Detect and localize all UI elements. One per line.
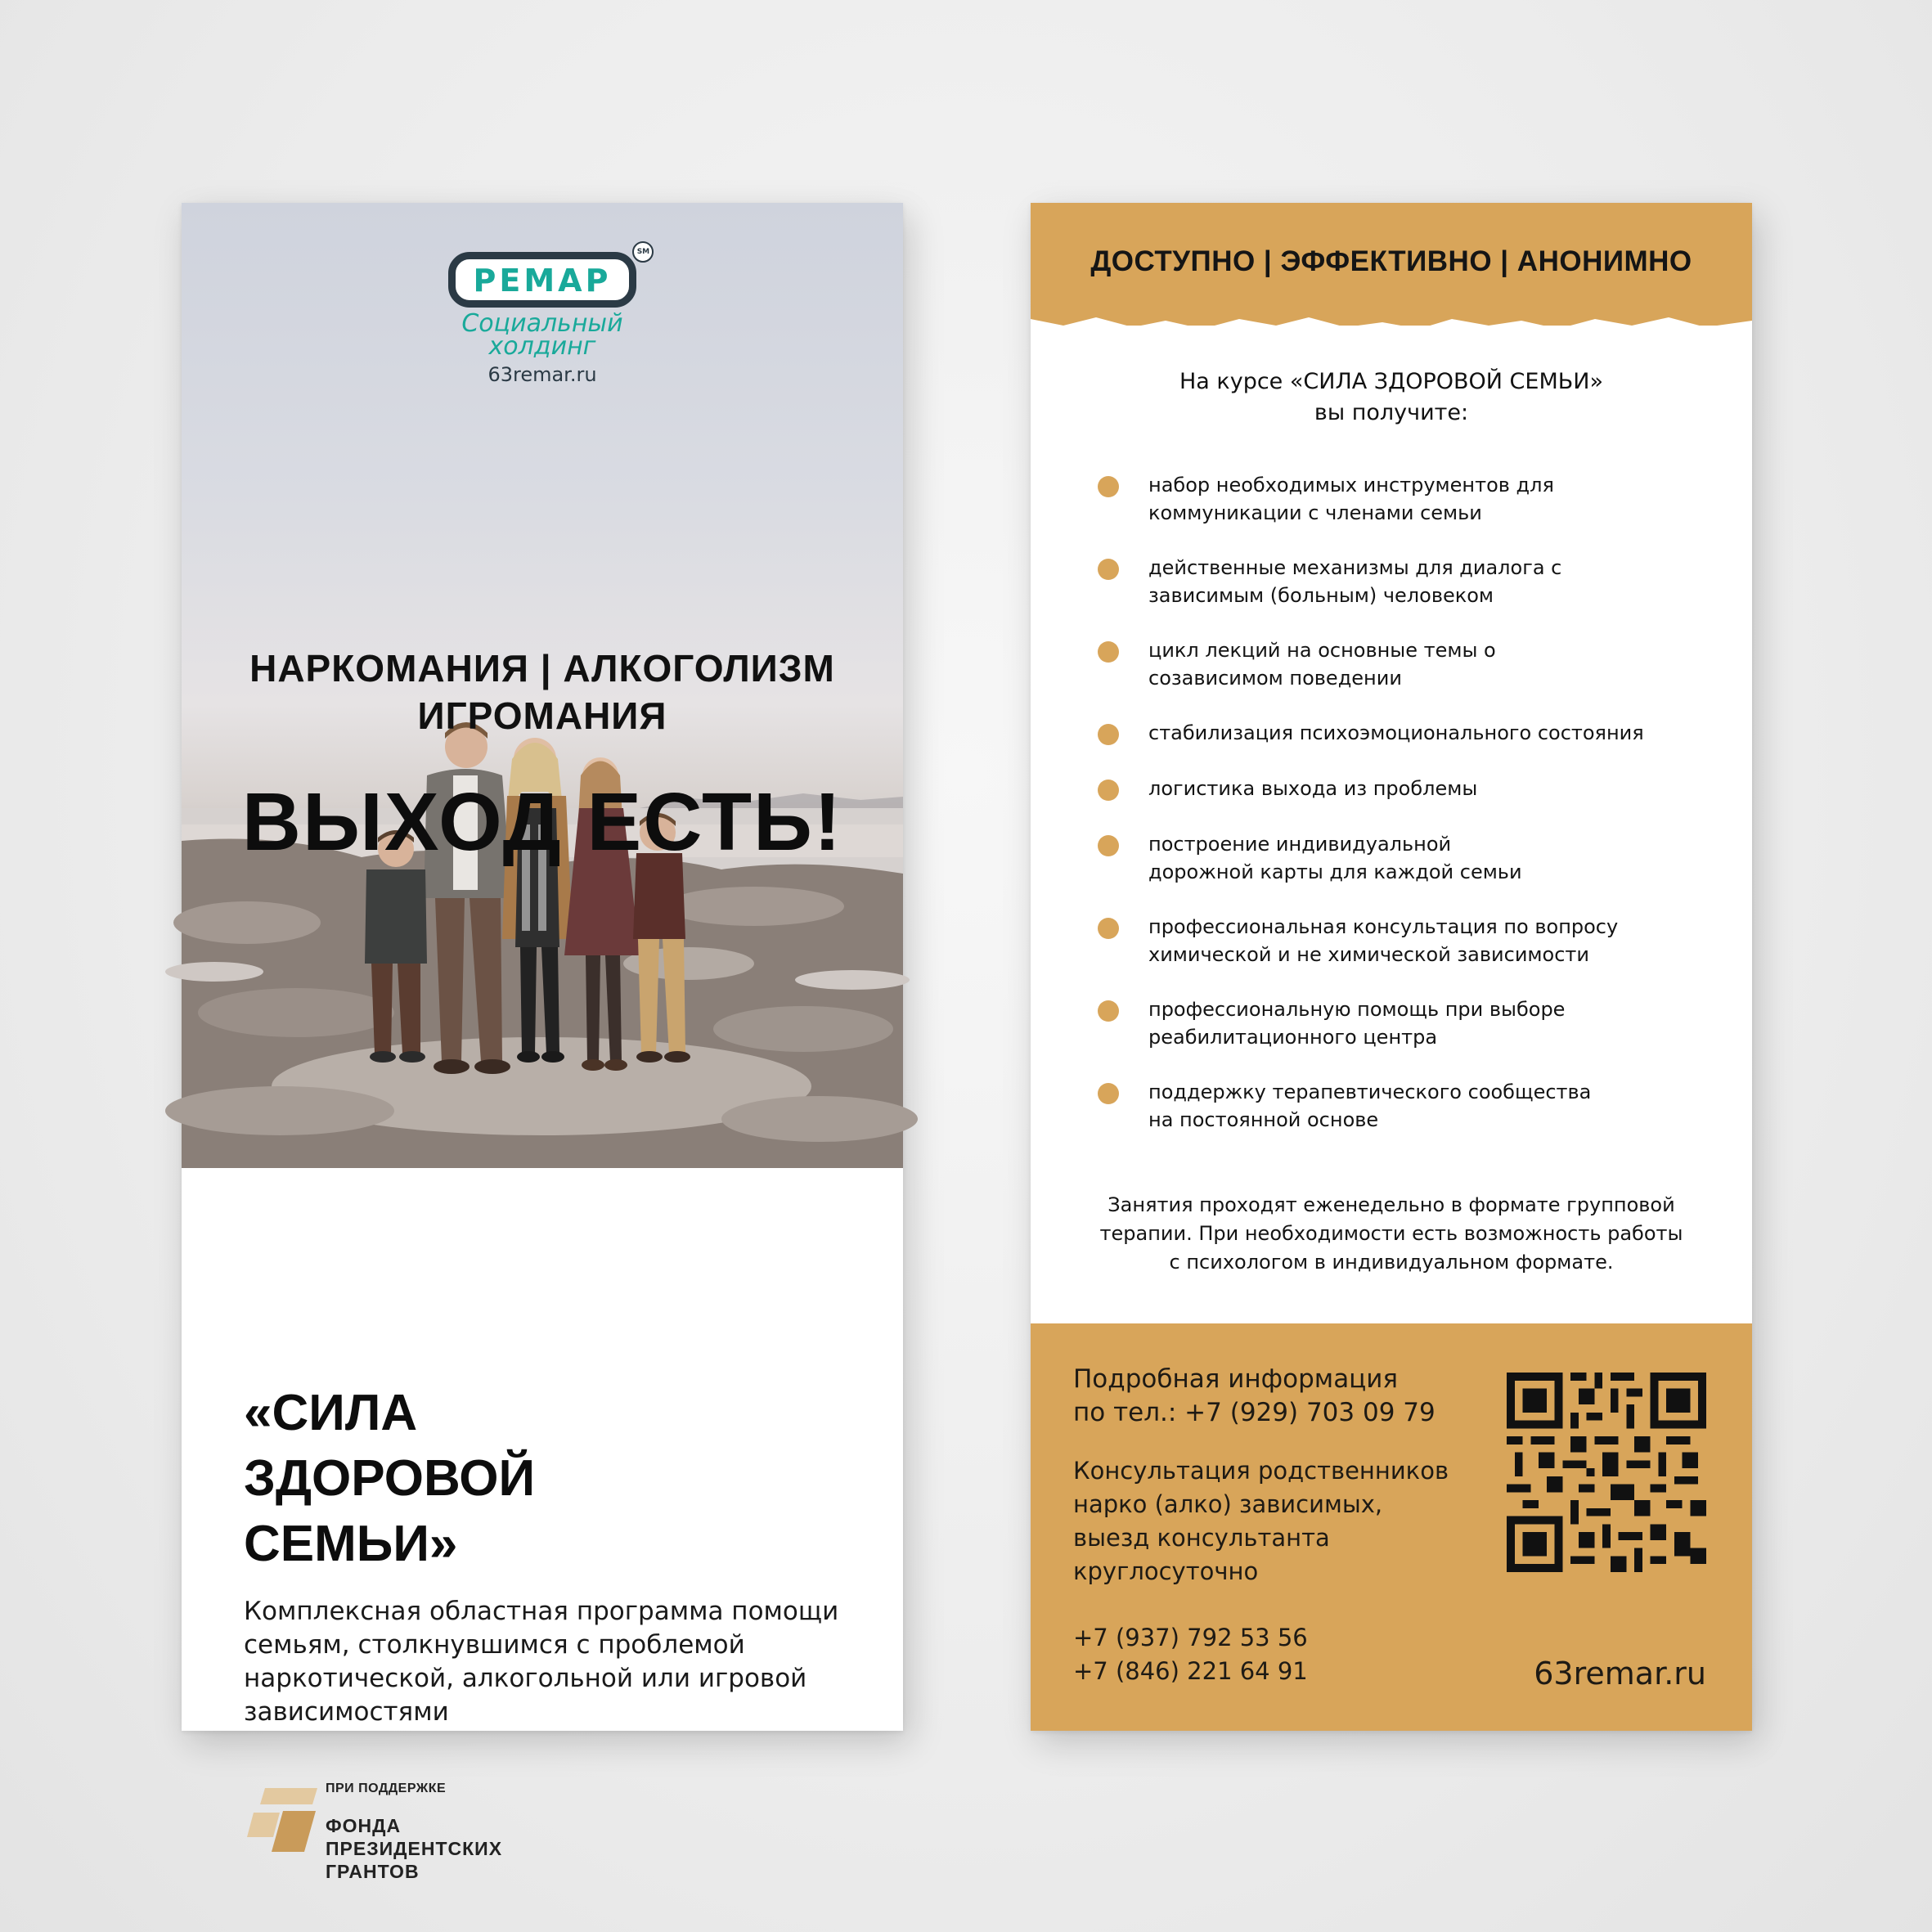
consult-line3: выезд консультанта [1073,1524,1330,1552]
remar-logo [182,248,903,386]
benefit-line: цикл лекций на основные темы о [1148,639,1496,662]
addictions-headline [182,645,903,739]
benefit-line: стабилизация психоэмоционального состояния [1148,721,1644,744]
benefit-line: коммуникации с членами семьи [1148,501,1482,524]
benefit-line: действенные механизмы для диалога с [1148,556,1562,579]
benefit-line: набор необходимых инструментов для [1148,474,1554,496]
bullet-dot-icon [1098,641,1119,663]
course-intro [1031,366,1752,429]
headline-line1: НАРКОМАНИЯ | АЛКОГОЛИЗМ [249,647,835,690]
benefit-line: профессиональную помощь при выборе [1148,998,1566,1021]
consult-line4: круглосуточно [1073,1557,1259,1585]
schedule-line1: Занятия проходят еженедельно в формате групповой [1108,1193,1675,1216]
logo-subtitle-line1: Социальный [461,309,623,338]
bullet-dot-icon [1098,780,1119,801]
logo-subtitle-line2: холдинг [488,332,596,361]
schedule-note [1063,1191,1719,1277]
bullet-dot-icon [1098,724,1119,745]
benefit-line: зависимым (больным) человеком [1148,584,1494,607]
slogan: ВЫХОД ЕСТЬ! [241,776,843,868]
consult-line1: Консультация родственников [1073,1457,1449,1485]
intro-line2: вы получите: [1314,400,1469,425]
family-photo [182,203,903,1168]
info-phone[interactable]: по тел.: +7 (929) 703 09 79 [1073,1398,1436,1427]
consultation-block [1073,1454,1498,1588]
intro-line1: На курсе «СИЛА ЗДОРОВОЙ СЕМЬИ» [1179,369,1603,394]
logo-site: 63remar.ru [487,363,597,386]
qr-code-icon[interactable] [1507,1373,1706,1572]
grant-fund-logo-icon [247,1780,321,1853]
bullet-dot-icon [1098,559,1119,580]
torn-edge-bottom [1031,1307,1752,1356]
trademark-mark: SM [632,241,654,263]
phone-number[interactable]: +7 (846) 221 64 91 [1073,1657,1308,1685]
benefit-line: на постоянной основе [1148,1108,1379,1131]
program-title: «СИЛА ЗДОРОВОЙ СЕМЬИ» [244,1385,536,1572]
info-line1: Подробная информация [1073,1364,1399,1394]
bullet-dot-icon [1098,1000,1119,1022]
tagline: ДОСТУПНО | ЭФФЕКТИВНО | АНОНИМНО [1090,245,1692,277]
headline-line2: ИГРОМАНИЯ [417,694,667,737]
logo-badge [448,248,650,308]
benefit-line: дорожной карты для каждой семьи [1148,860,1522,883]
bullet-dot-icon [1098,918,1119,939]
benefit-line: созависимом поведении [1148,667,1402,690]
info-block [1073,1363,1482,1430]
benefit-line: химической и не химической зависимости [1148,943,1589,966]
website-link[interactable]: 63remar.ru [1534,1656,1706,1692]
flyer-back [1031,203,1752,1731]
schedule-line3: с психологом в индивидуальном формате. [1169,1251,1614,1274]
bullet-dot-icon [1098,835,1119,856]
benefit-line: поддержку терапевтического сообщества [1148,1081,1592,1103]
benefit-line: построение индивидуальной [1148,833,1452,856]
logo-subtitle [182,309,903,361]
grant-fund-name: ФОНДА ПРЕЗИДЕНТСКИХ ГРАНТОВ [326,1815,503,1882]
benefit-line: логистика выхода из проблемы [1148,777,1478,800]
benefit-line: профессиональная консультация по вопросу [1148,915,1619,938]
bullet-dot-icon [1098,476,1119,497]
grant-support-label: ПРИ ПОДДЕРЖКЕ [326,1781,447,1795]
schedule-line2: терапии. При необходимости есть возможность работы [1099,1222,1683,1245]
flyer-front [182,203,903,1882]
torn-edge-top [1031,301,1752,358]
logo-brand: РЕМАР [473,263,612,299]
bullet-dot-icon [1098,1083,1119,1104]
consult-line2: нарко (алко) зависимых, [1073,1490,1383,1518]
phone-list [1073,1621,1400,1688]
phone-number[interactable]: +7 (937) 792 53 56 [1073,1624,1308,1651]
benefit-line: реабилитационного центра [1148,1026,1438,1049]
program-description: Комплексная областная программа помощи семьям, столкнувшимся с проблемой наркотической, алкогольной или игровой зависимостями [244,1597,839,1727]
